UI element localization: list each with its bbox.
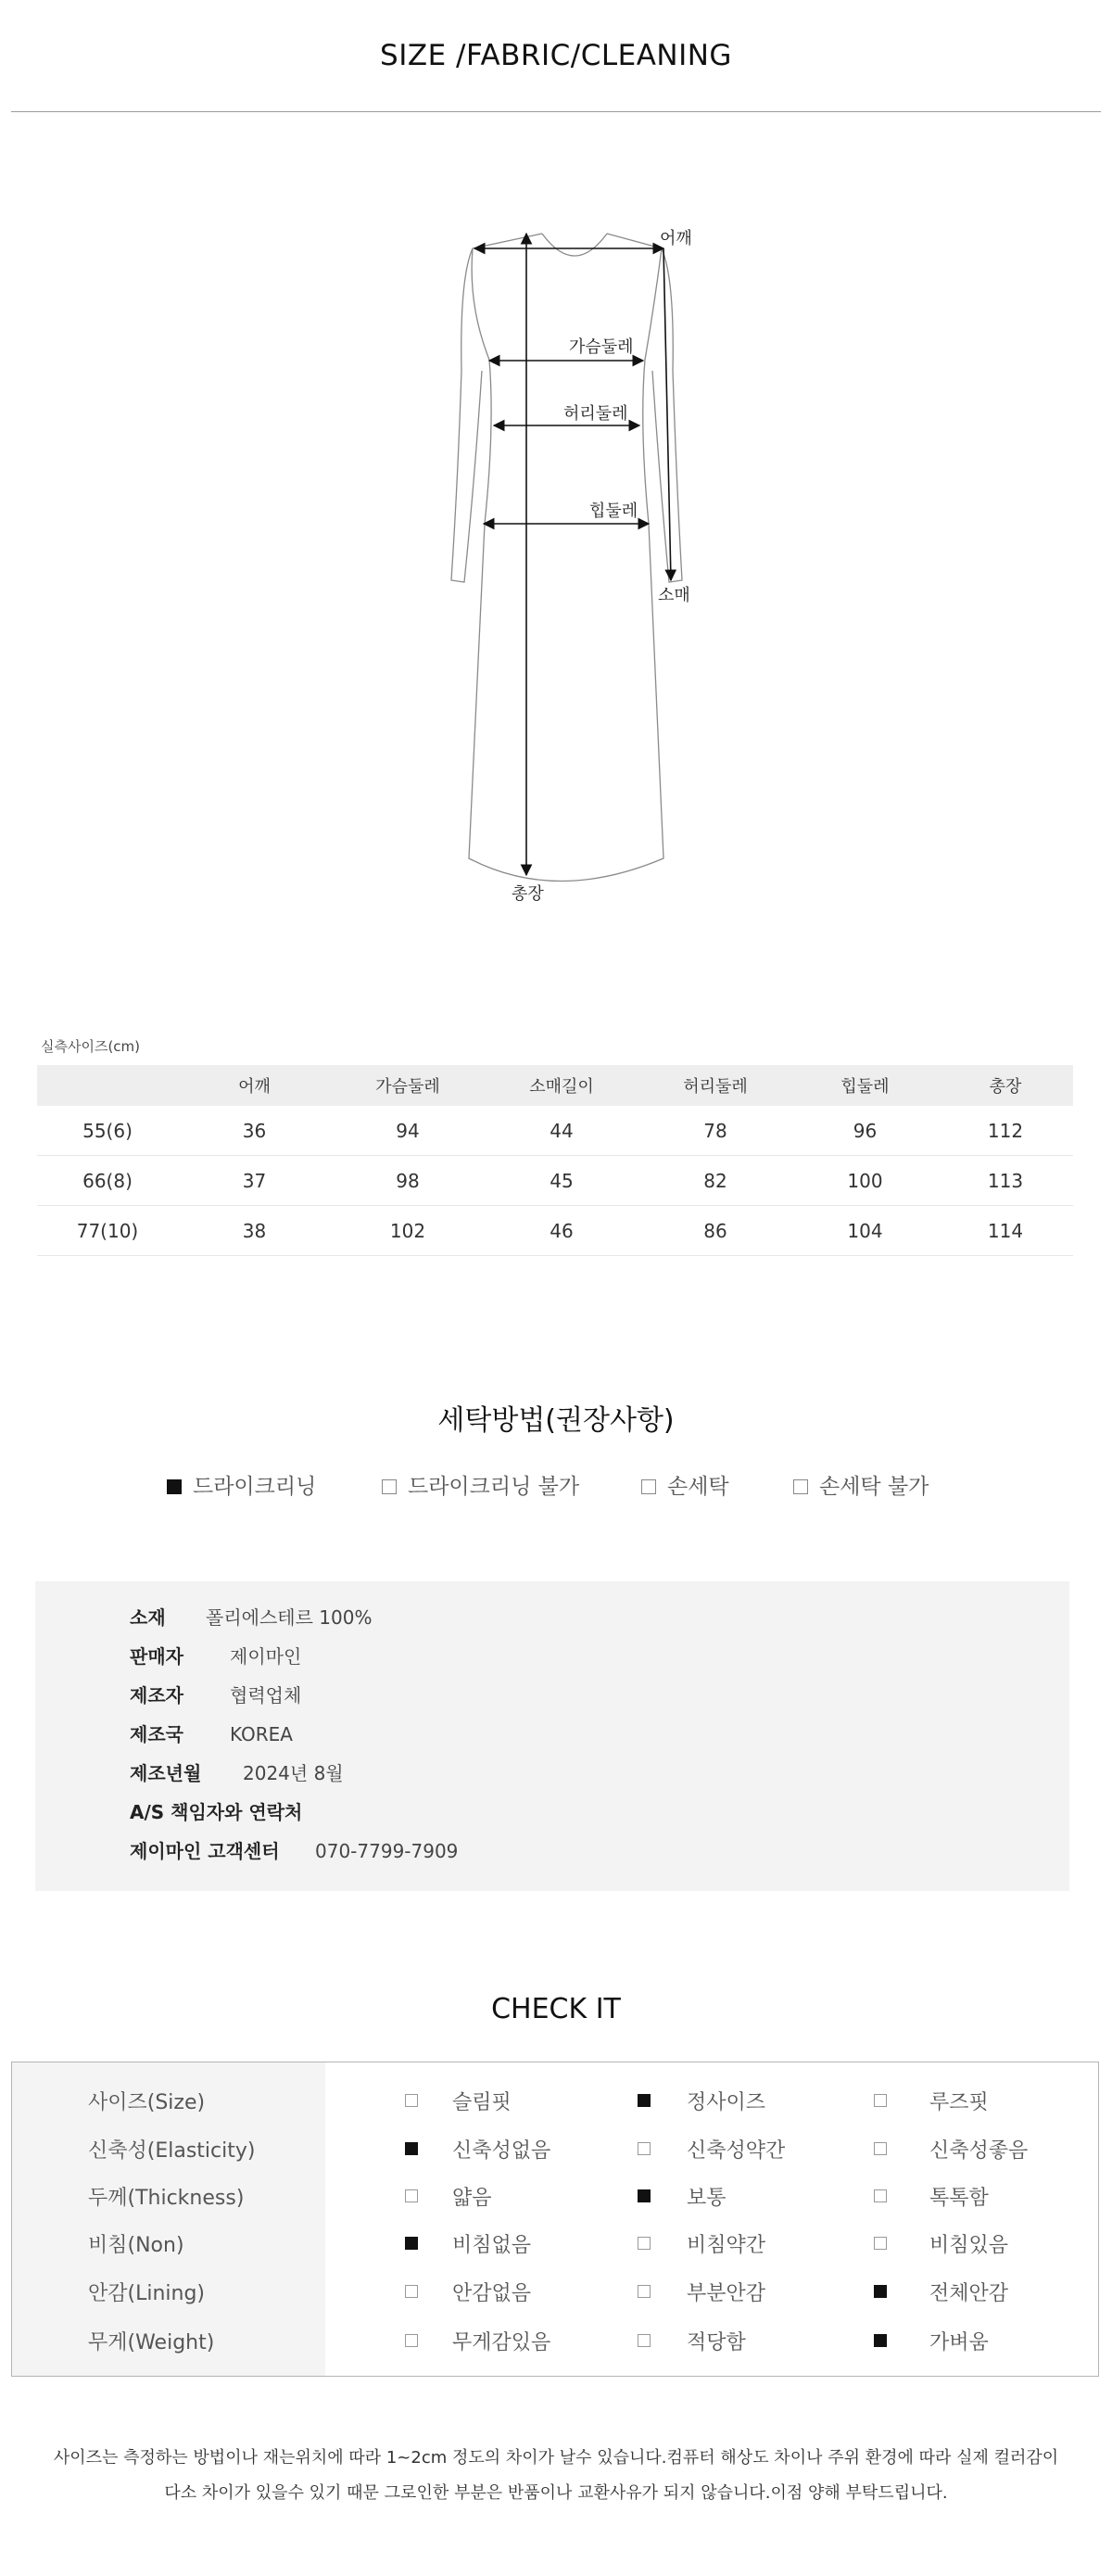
wash-option-label: 드라이크리닝 불가 [408, 1475, 580, 1499]
table-cell: 104 [792, 1206, 938, 1256]
wash-option-label: 드라이크리닝 [193, 1475, 317, 1499]
table-cell: 78 [638, 1106, 792, 1156]
checkbox-icon [638, 2189, 651, 2202]
table-cell: 114 [938, 1206, 1073, 1256]
checkbox-icon [382, 1479, 397, 1494]
info-value: 폴리에스테르 100% [206, 1606, 373, 1629]
info-label: 제이마인 고객센터 [130, 1840, 280, 1862]
info-label: 제조자 [130, 1684, 183, 1707]
info-value: KOREA [230, 1723, 293, 1745]
product-info-box [35, 1581, 1069, 1891]
info-row-manufacturer [130, 1681, 301, 1707]
table-row [37, 1156, 1073, 1206]
check-option-label: 슬림핏 [452, 2091, 512, 2114]
info-row-as-contact [130, 1797, 302, 1824]
notice-line-1: 사이즈는 측정하는 방법이나 재는위치에 따라 1~2cm 정도의 차이가 날수 있습니다.컴퓨터 해상도 차이나 주위 환경에 따라 실제 컬러감이 [53, 2448, 1059, 2468]
wash-option-no-dry-clean [382, 1469, 579, 1500]
checkbox-icon [638, 2334, 651, 2347]
table-cell: 44 [485, 1106, 638, 1156]
table-cell: 36 [178, 1106, 331, 1156]
checkbox-icon [405, 2334, 418, 2347]
checkbox-icon [167, 1479, 182, 1494]
check-option-label: 가벼움 [929, 2331, 989, 2354]
col-header: 총장 [938, 1065, 1073, 1106]
col-header [37, 1065, 178, 1106]
info-label: 판매자 [130, 1645, 183, 1668]
check-option-label: 정사이즈 [687, 2091, 766, 2114]
check-option-label: 부분안감 [687, 2282, 766, 2305]
check-option-label: 비침약간 [687, 2234, 766, 2257]
table-row [37, 1206, 1073, 1256]
info-value: 제이마인 [230, 1645, 302, 1668]
info-label: A/S 책임자와 연락처 [130, 1801, 303, 1823]
checkbox-icon [638, 2285, 651, 2298]
check-option-label: 톡톡함 [929, 2187, 989, 2210]
label-waist: 허리둘레 [563, 404, 628, 424]
check-row-label: 신축성(Elasticity) [88, 2139, 256, 2163]
washing-title: 세탁방법(권장사항) [437, 1404, 675, 1437]
wash-option-hand-wash [641, 1469, 729, 1500]
info-row-date [130, 1758, 344, 1785]
size-table-caption: 실측사이즈(cm) [41, 1038, 141, 1055]
table-cell: 55(6) [37, 1106, 178, 1156]
col-header: 소매길이 [485, 1065, 638, 1106]
check-option-label: 비침없음 [452, 2234, 532, 2257]
check-option-label: 안감없음 [452, 2282, 532, 2305]
check-row-label: 무게(Weight) [88, 2331, 215, 2354]
size-table-header [37, 1065, 1073, 1106]
check-option-label: 루즈핏 [929, 2091, 989, 2114]
check-option-label: 신축성약간 [687, 2139, 786, 2163]
info-value: 협력업체 [230, 1684, 302, 1707]
table-cell: 98 [331, 1156, 485, 1206]
table-cell: 82 [638, 1156, 792, 1206]
info-row-material [130, 1603, 372, 1630]
check-option-label: 무게감있음 [452, 2331, 551, 2354]
check-option-label: 신축성좋음 [929, 2139, 1029, 2163]
check-row-label: 두께(Thickness) [88, 2187, 245, 2210]
size-table [37, 1065, 1073, 1256]
table-cell: 112 [938, 1106, 1073, 1156]
checkbox-icon [405, 2142, 418, 2155]
check-option-label: 전체안감 [929, 2282, 1009, 2305]
wash-option-label: 손세탁 [667, 1475, 729, 1499]
wash-option-label: 손세탁 불가 [819, 1475, 929, 1499]
table-cell: 46 [485, 1206, 638, 1256]
table-cell: 86 [638, 1206, 792, 1256]
checkbox-icon [793, 1479, 808, 1494]
label-shoulder: 어깨 [660, 229, 692, 248]
checkbox-icon [874, 2094, 887, 2107]
info-row-seller [130, 1642, 301, 1669]
info-value: 2024년 8월 [243, 1762, 344, 1784]
page-title: SIZE /FABRIC/CLEANING [380, 39, 732, 72]
check-row-label: 안감(Lining) [88, 2282, 206, 2305]
check-option-label: 신축성없음 [452, 2139, 551, 2163]
checkbox-icon [405, 2094, 418, 2107]
wash-option-dry-clean [167, 1469, 316, 1500]
checkbox-icon [874, 2285, 887, 2298]
checkbox-icon [638, 2237, 651, 2250]
label-chest: 가슴둘레 [569, 337, 634, 357]
table-row [37, 1106, 1073, 1156]
check-it-title: CHECK IT [491, 1993, 621, 2025]
dress-outline [451, 234, 682, 882]
col-header: 어깨 [178, 1065, 331, 1106]
check-row-label: 비침(Non) [88, 2234, 184, 2257]
checkbox-icon [874, 2334, 887, 2347]
info-label: 제조년월 [130, 1762, 202, 1784]
check-option-label: 비침있음 [929, 2234, 1009, 2257]
checkbox-icon [638, 2094, 651, 2107]
checkbox-icon [405, 2285, 418, 2298]
check-it-table [11, 2062, 1099, 2377]
col-header: 힙둘레 [792, 1065, 938, 1106]
table-cell: 113 [938, 1156, 1073, 1206]
table-cell: 96 [792, 1106, 938, 1156]
table-cell: 102 [331, 1206, 485, 1256]
table-cell: 100 [792, 1156, 938, 1206]
table-cell: 94 [331, 1106, 485, 1156]
col-header: 허리둘레 [638, 1065, 792, 1106]
checkbox-icon [405, 2189, 418, 2202]
checkbox-icon [874, 2189, 887, 2202]
checkbox-icon [641, 1479, 656, 1494]
checkbox-icon [638, 2142, 651, 2155]
info-row-country [130, 1719, 293, 1746]
label-length: 총장 [512, 884, 544, 904]
check-row-label: 사이즈(Size) [88, 2091, 206, 2114]
checkbox-icon [874, 2142, 887, 2155]
table-cell: 66(8) [37, 1156, 178, 1206]
wash-option-no-hand-wash [793, 1469, 929, 1500]
col-header: 가슴둘레 [331, 1065, 485, 1106]
info-row-customer-center [130, 1836, 458, 1863]
table-cell: 38 [178, 1206, 331, 1256]
check-option-label: 보통 [687, 2187, 727, 2210]
label-sleeve: 소매 [658, 586, 690, 605]
checkbox-icon [874, 2237, 887, 2250]
table-cell: 45 [485, 1156, 638, 1206]
info-label: 제조국 [130, 1723, 183, 1745]
label-hip: 힙둘레 [589, 501, 638, 521]
title-divider [11, 111, 1101, 112]
notice-line-2: 다소 차이가 있을수 있기 때문 그로인한 부분은 반품이나 교환사유가 되지 않습니다.이점 양해 부탁드립니다. [164, 2483, 948, 2503]
check-option-label: 적당함 [687, 2331, 746, 2354]
info-value: 070-7799-7909 [315, 1840, 459, 1862]
table-cell: 37 [178, 1156, 331, 1206]
check-option-label: 얇음 [452, 2187, 492, 2210]
info-label: 소재 [130, 1606, 166, 1629]
checkbox-icon [405, 2237, 418, 2250]
dress-measurement-diagram [408, 213, 704, 918]
table-cell: 77(10) [37, 1206, 178, 1256]
